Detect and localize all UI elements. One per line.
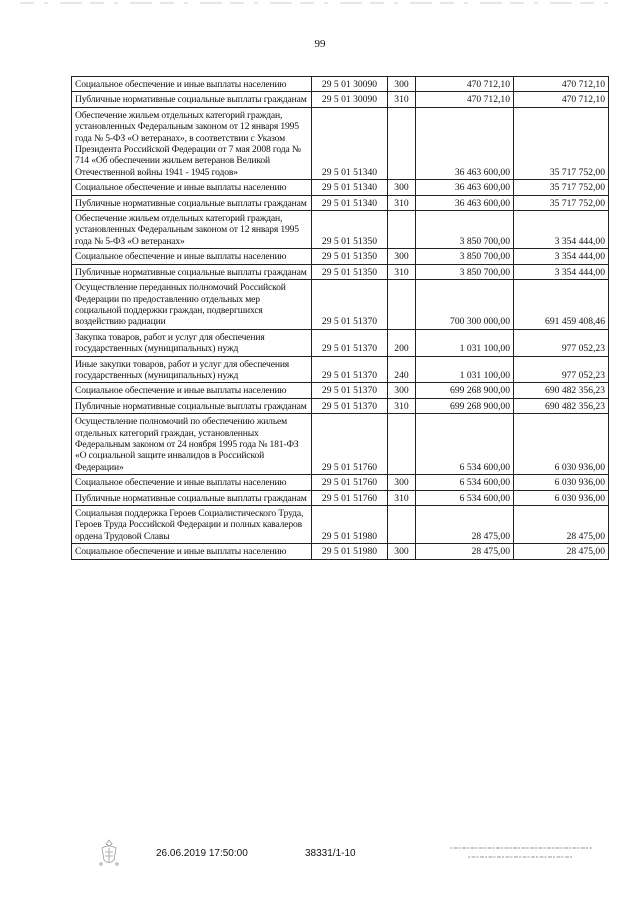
row-approved-amount-cell: 3 850 700,00: [416, 211, 514, 249]
row-target-article-cell: 29 5 01 30090: [312, 77, 388, 92]
row-target-article-cell: 29 5 01 51340: [312, 180, 388, 195]
row-approved-amount-cell: 470 712,10: [416, 77, 514, 92]
row-executed-amount-cell: 6 030 936,00: [514, 414, 609, 475]
row-executed-amount-cell: 977 052,23: [514, 356, 609, 383]
table-row: [72, 92, 609, 107]
row-target-article-cell: 29 5 01 51370: [312, 398, 388, 413]
row-approved-amount-cell: 36 463 600,00: [416, 107, 514, 179]
row-name-cell: Осуществление полномочий по обеспечению жильем отдельных категорий граждан, установленных Федеральным законом от 24 ноября 1995 года № 181-ФЗ «О социальной защите инвалидов в Российской Федерации»: [72, 414, 312, 475]
row-approved-amount-cell: 6 534 600,00: [416, 414, 514, 475]
electronic-signature-mark: [446, 842, 596, 864]
row-executed-amount-cell: 3 354 444,00: [514, 211, 609, 249]
stamp-icon: [96, 838, 122, 868]
row-target-article-cell: 29 5 01 51340: [312, 107, 388, 179]
row-name-cell: Иные закупки товаров, работ и услуг для обеспечения государственных (муниципальных) нужд: [72, 356, 312, 383]
row-executed-amount-cell: 690 482 356,23: [514, 383, 609, 398]
row-expense-type-cell: 300: [388, 544, 416, 559]
table-row: [72, 195, 609, 210]
row-executed-amount-cell: 6 030 936,00: [514, 490, 609, 505]
row-executed-amount-cell: 6 030 936,00: [514, 475, 609, 490]
row-approved-amount-cell: 6 534 600,00: [416, 490, 514, 505]
row-target-article-cell: 29 5 01 51760: [312, 490, 388, 505]
table-row: [72, 356, 609, 383]
table-row: [72, 211, 609, 249]
row-approved-amount-cell: 1 031 100,00: [416, 356, 514, 383]
row-executed-amount-cell: 35 717 752,00: [514, 180, 609, 195]
row-target-article-cell: 29 5 01 30090: [312, 92, 388, 107]
row-target-article-cell: 29 5 01 51370: [312, 280, 388, 330]
row-executed-amount-cell: 35 717 752,00: [514, 195, 609, 210]
budget-table: [71, 76, 609, 560]
row-expense-type-cell: [388, 506, 416, 544]
row-name-cell: Социальное обеспечение и иные выплаты населению: [72, 544, 312, 559]
row-name-cell: Социальное обеспечение и иные выплаты населению: [72, 180, 312, 195]
row-name-cell: Обеспечение жильем отдельных категорий граждан, установленных Федеральным законом от 12 января 1995 года № 5-ФЗ «О ветеранах», в соответствии с Указом Президента Российской Федерации от 7 мая 2008 года № 714 «Об обеспечении жильем ветеранов Великой Отечественной войны 1941 - 1945 годов»: [72, 107, 312, 179]
row-expense-type-cell: 310: [388, 398, 416, 413]
row-name-cell: Социальное обеспечение и иные выплаты населению: [72, 475, 312, 490]
row-approved-amount-cell: 6 534 600,00: [416, 475, 514, 490]
row-approved-amount-cell: 28 475,00: [416, 544, 514, 559]
row-target-article-cell: 29 5 01 51370: [312, 383, 388, 398]
table-row: [72, 383, 609, 398]
row-target-article-cell: 29 5 01 51350: [312, 211, 388, 249]
row-name-cell: Публичные нормативные социальные выплаты гражданам: [72, 92, 312, 107]
row-expense-type-cell: 300: [388, 249, 416, 264]
row-approved-amount-cell: 699 268 900,00: [416, 383, 514, 398]
row-executed-amount-cell: 977 052,23: [514, 329, 609, 356]
table-row: [72, 544, 609, 559]
row-executed-amount-cell: 690 482 356,23: [514, 398, 609, 413]
row-target-article-cell: 29 5 01 51760: [312, 475, 388, 490]
table-row: [72, 249, 609, 264]
row-target-article-cell: 29 5 01 51760: [312, 414, 388, 475]
footer-doc-number: 38331/1-10: [305, 848, 356, 859]
table-row: [72, 329, 609, 356]
row-approved-amount-cell: 36 463 600,00: [416, 180, 514, 195]
table-row: [72, 490, 609, 505]
row-expense-type-cell: 310: [388, 92, 416, 107]
row-approved-amount-cell: 3 850 700,00: [416, 249, 514, 264]
row-approved-amount-cell: 36 463 600,00: [416, 195, 514, 210]
row-expense-type-cell: 240: [388, 356, 416, 383]
row-name-cell: Публичные нормативные социальные выплаты гражданам: [72, 195, 312, 210]
row-name-cell: Осуществление переданных полномочий Российской Федерации по предоставлению отдельных мер социальной поддержки граждан, подвергшихся воздействию радиации: [72, 280, 312, 330]
table-row: [72, 475, 609, 490]
row-name-cell: Публичные нормативные социальные выплаты гражданам: [72, 490, 312, 505]
row-target-article-cell: 29 5 01 51350: [312, 249, 388, 264]
row-expense-type-cell: 300: [388, 383, 416, 398]
table-row: [72, 414, 609, 475]
row-name-cell: Социальное обеспечение и иные выплаты населению: [72, 77, 312, 92]
row-name-cell: Публичные нормативные социальные выплаты гражданам: [72, 398, 312, 413]
row-name-cell: Социальная поддержка Героев Социалистического Труда, Героев Труда Российской Федерации и полных кавалеров ордена Трудовой Славы: [72, 506, 312, 544]
row-name-cell: Социальное обеспечение и иные выплаты населению: [72, 249, 312, 264]
table-row: [72, 180, 609, 195]
row-name-cell: Социальное обеспечение и иные выплаты населению: [72, 383, 312, 398]
row-executed-amount-cell: 28 475,00: [514, 506, 609, 544]
table-row: [72, 107, 609, 179]
row-executed-amount-cell: 28 475,00: [514, 544, 609, 559]
row-approved-amount-cell: 700 300 000,00: [416, 280, 514, 330]
row-approved-amount-cell: 3 850 700,00: [416, 264, 514, 279]
row-approved-amount-cell: 1 031 100,00: [416, 329, 514, 356]
row-name-cell: Обеспечение жильем отдельных категорий граждан, установленных Федеральным законом от 12 января 1995 года № 5-ФЗ «О ветеранах»: [72, 211, 312, 249]
row-approved-amount-cell: 28 475,00: [416, 506, 514, 544]
row-target-article-cell: 29 5 01 51980: [312, 506, 388, 544]
row-name-cell: Публичные нормативные социальные выплаты гражданам: [72, 264, 312, 279]
row-executed-amount-cell: 35 717 752,00: [514, 107, 609, 179]
table-row: [72, 398, 609, 413]
row-name-cell: Закупка товаров, работ и услуг для обеспечения государственных (муниципальных) нужд: [72, 329, 312, 356]
row-expense-type-cell: 310: [388, 264, 416, 279]
row-approved-amount-cell: 470 712,10: [416, 92, 514, 107]
row-expense-type-cell: [388, 414, 416, 475]
row-executed-amount-cell: 3 354 444,00: [514, 249, 609, 264]
row-target-article-cell: 29 5 01 51340: [312, 195, 388, 210]
table-row: [72, 264, 609, 279]
budget-table-body: [72, 77, 609, 560]
row-expense-type-cell: [388, 280, 416, 330]
table-row: [72, 280, 609, 330]
row-expense-type-cell: [388, 211, 416, 249]
row-expense-type-cell: [388, 107, 416, 179]
row-executed-amount-cell: 691 459 408,46: [514, 280, 609, 330]
footer-date: 26.06.2019 17:50:00: [156, 848, 248, 859]
row-expense-type-cell: 310: [388, 195, 416, 210]
row-target-article-cell: 29 5 01 51370: [312, 356, 388, 383]
row-target-article-cell: 29 5 01 51980: [312, 544, 388, 559]
row-executed-amount-cell: 470 712,10: [514, 77, 609, 92]
row-target-article-cell: 29 5 01 51350: [312, 264, 388, 279]
row-expense-type-cell: 300: [388, 77, 416, 92]
row-expense-type-cell: 300: [388, 180, 416, 195]
row-expense-type-cell: 310: [388, 490, 416, 505]
table-row: [72, 77, 609, 92]
row-approved-amount-cell: 699 268 900,00: [416, 398, 514, 413]
table-row: [72, 506, 609, 544]
scan-edge-artifact: [0, 0, 640, 6]
page-number: 99: [314, 38, 326, 50]
row-expense-type-cell: 200: [388, 329, 416, 356]
row-expense-type-cell: 300: [388, 475, 416, 490]
row-target-article-cell: 29 5 01 51370: [312, 329, 388, 356]
row-executed-amount-cell: 3 354 444,00: [514, 264, 609, 279]
row-executed-amount-cell: 470 712,10: [514, 92, 609, 107]
